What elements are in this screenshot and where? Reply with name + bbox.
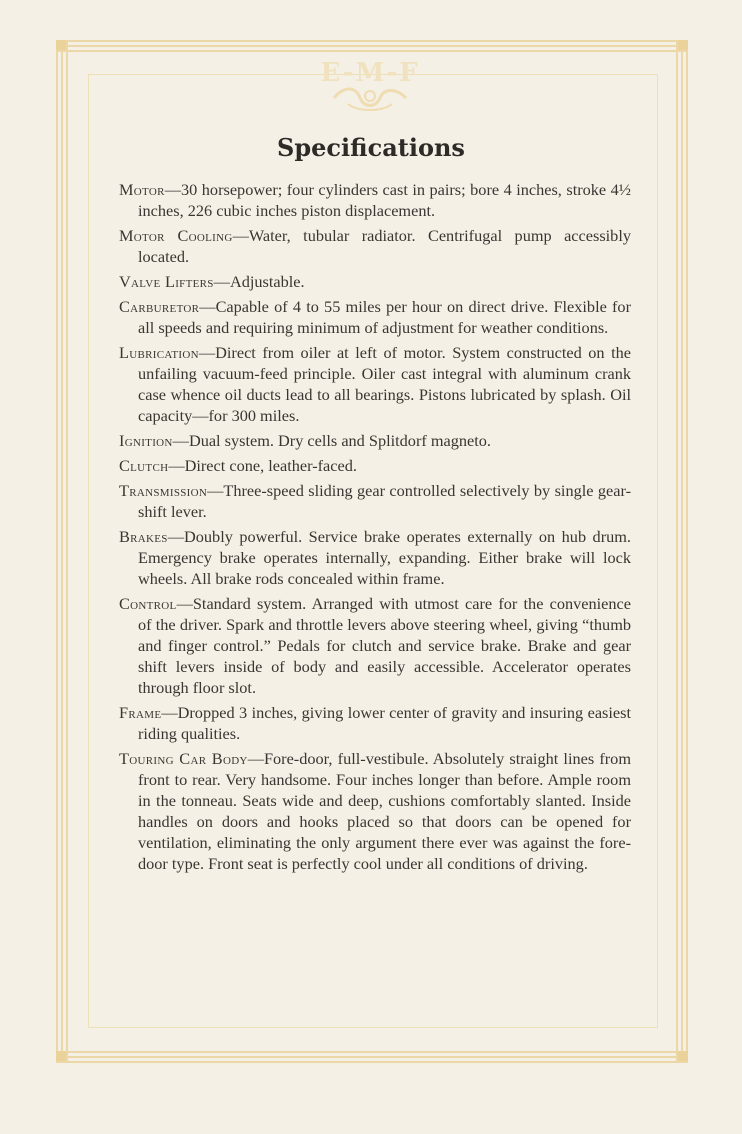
spec-motor-cooling [119, 225, 631, 267]
corner-ornament-bottom-right [678, 1051, 688, 1061]
spec-separator: — [164, 180, 182, 199]
spec-carburetor [119, 296, 631, 338]
left-border-rule [56, 40, 68, 1063]
spec-motor [119, 179, 631, 221]
top-border-rule [56, 40, 688, 52]
spec-term: Motor Cooling [119, 226, 233, 245]
spec-text: Water, tubular radiator. Centrifugal pump accessibly located. [138, 226, 631, 266]
spec-term: Brakes [119, 527, 168, 546]
spec-lubrication [119, 342, 631, 426]
spec-text: Capable of 4 to 55 miles per hour on direct drive. Flexible for all speeds and requiring minimum of adjustment for weather conditions. [138, 297, 631, 337]
spec-text: Three-speed sliding gear controlled selectively by single gear-shift lever. [138, 481, 631, 521]
spec-text: 30 horsepower; four cylinders cast in pairs; bore 4 inches, stroke 4½ inches, 226 cubic inches piston displacement. [138, 180, 631, 220]
spec-separator: — [176, 594, 193, 613]
spec-term: Control [119, 594, 177, 613]
spec-control [119, 593, 631, 698]
corner-ornament-top-left [56, 40, 66, 50]
spec-separator: — [199, 297, 216, 316]
spec-term: Motor [119, 180, 165, 199]
spec-text: Standard system. Arranged with utmost care for the convenience of the driver. Spark and throttle levers above steering wheel, giving “thumb and finger control.” Pedals for clutch and service brake. Brake and gear shift levers inside of body and easily accessible. Accelerator operates through floor slot. [138, 594, 631, 697]
spec-frame [119, 702, 631, 744]
spec-text: Adjustable. [229, 272, 305, 291]
spec-text: Dual system. Dry cells and Splitdorf magneto. [188, 431, 491, 450]
spec-term: Clutch [119, 456, 169, 475]
spec-separator: — [247, 749, 264, 768]
spec-transmission [119, 480, 631, 522]
spec-separator: — [213, 272, 230, 291]
spec-term: Frame [119, 703, 162, 722]
logo-swirl-icon [330, 84, 410, 112]
specification-list [119, 179, 631, 878]
emf-logo [300, 56, 440, 116]
spec-text: Doubly powerful. Service brake operates externally on hub drum. Emergency brake operates internally, expanding. Either brake will lock wheels. All brake rods concealed within frame. [138, 527, 631, 588]
spec-separator: — [168, 456, 185, 475]
spec-ignition [119, 430, 631, 451]
spec-separator: — [167, 527, 185, 546]
spec-clutch [119, 455, 631, 476]
spec-separator: — [207, 481, 224, 500]
spec-text: Direct from oiler at left of motor. System constructed on the unfailing vacuum-feed principle. Oiler cast integral with aluminum crank case whence oil ducts lead to all bearings. Pistons lubricated by splash. Oil capacity—for 300 miles. [138, 343, 631, 425]
spec-term: Transmission [119, 481, 208, 500]
spec-text: Dropped 3 inches, giving lower center of gravity and insuring easiest riding qualities. [138, 703, 631, 743]
spec-term: Carburetor [119, 297, 200, 316]
spec-text: Fore-door, full-vestibule. Absolutely straight lines from front to rear. Very handsome. Four inches longer than before. Ample room in the tonneau. Seats wide and deep, cushions comfortably slanted. Inside handles on doors and hooks placed so that doors can be opened for ventilation, eliminating the only argument there ever was against the fore-door type. Front seat is perfectly cool under all conditions of driving. [138, 749, 631, 873]
spec-brakes [119, 526, 631, 589]
spec-term: Touring Car Body [119, 749, 248, 768]
spec-term: Valve Lifters [119, 272, 214, 291]
bottom-border-rule [56, 1051, 688, 1063]
corner-ornament-bottom-left [56, 1051, 66, 1061]
page-title: Specifications [277, 133, 465, 162]
corner-ornament-top-right [678, 40, 688, 50]
spec-valve-lifters [119, 271, 631, 292]
spec-separator: — [172, 431, 189, 450]
spec-term: Ignition [119, 431, 173, 450]
spec-term: Lubrication [119, 343, 199, 362]
spec-separator: — [198, 343, 216, 362]
logo-text: E-M-F [320, 58, 420, 88]
right-border-rule [676, 40, 688, 1063]
spec-separator: — [161, 703, 178, 722]
spec-text: Direct cone, leather-faced. [184, 456, 357, 475]
spec-touring-car-body [119, 748, 631, 874]
spec-separator: — [232, 226, 249, 245]
